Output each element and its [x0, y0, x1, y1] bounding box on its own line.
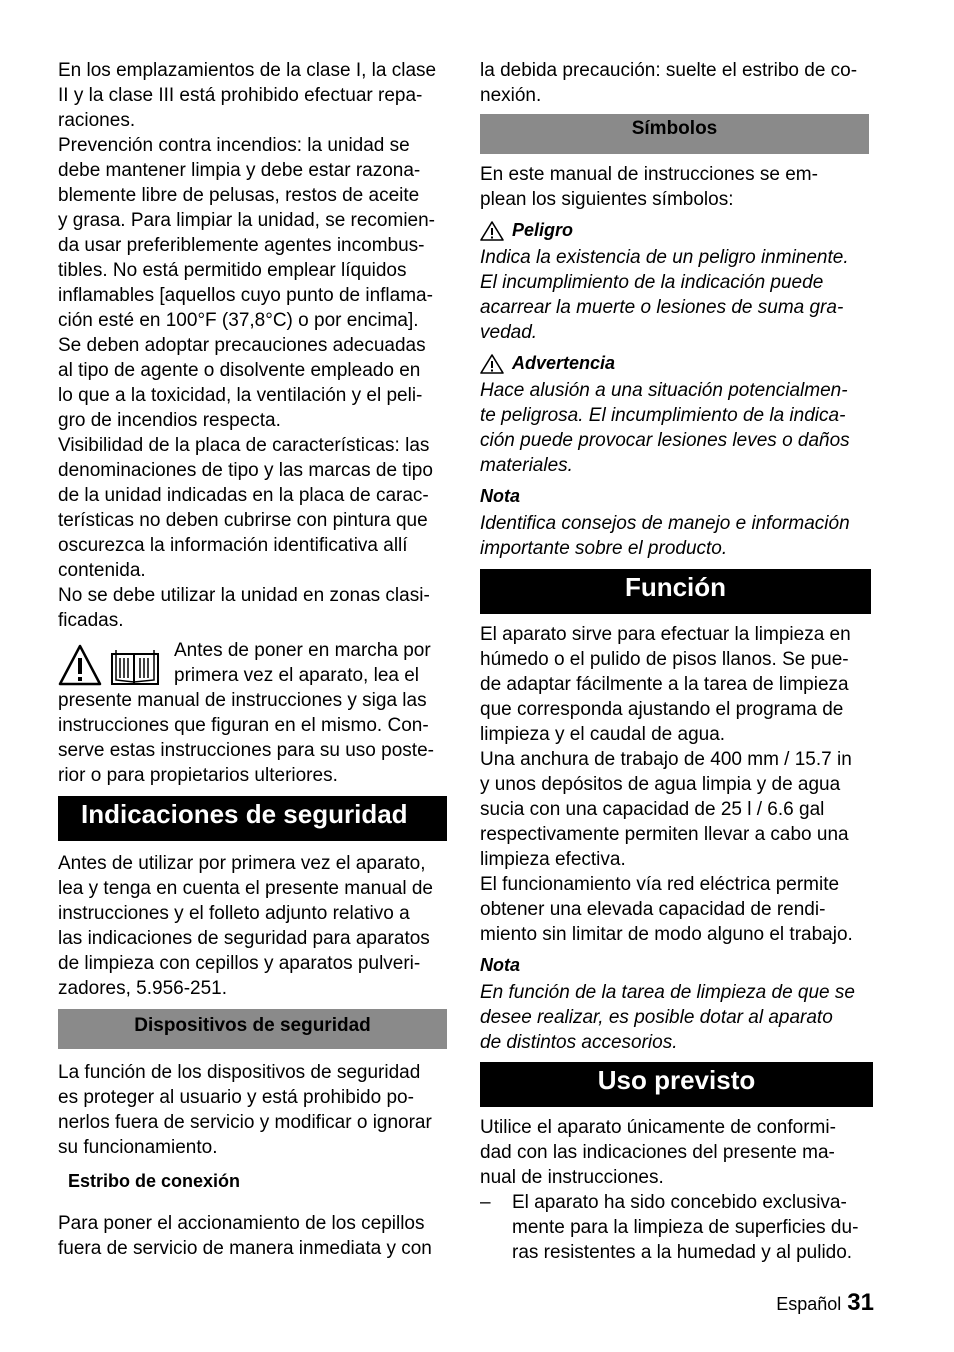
- note-label: Nota: [480, 486, 520, 506]
- section-heading-safety: Indicaciones de seguridad: [58, 796, 447, 841]
- text-line: importante sobre el producto.: [480, 538, 728, 559]
- text-line: instrucciones y el folleto adjunto relativo a: [58, 903, 410, 924]
- text-line: ras resistentes a la humedad y al pulido.: [512, 1242, 853, 1263]
- function-text: [480, 622, 878, 947]
- text-line: Antes de utilizar por primera vez el aparato,: [58, 853, 426, 874]
- warning-text: [480, 378, 878, 478]
- text-line: Se deben adoptar precauciones adecuadas: [58, 335, 426, 356]
- note-text: [480, 980, 878, 1055]
- text-line: El aparato sirve para efectuar la limpieza en: [480, 624, 851, 645]
- text-line: limpieza efectiva.: [480, 849, 626, 870]
- text-line: denominaciones de tipo y las marcas de tipo: [58, 460, 433, 481]
- text-line: mente para la limpieza de superficies du-: [512, 1217, 859, 1238]
- list-item-text: [512, 1190, 858, 1265]
- left-column: [58, 58, 458, 1261]
- text-line: lea y tenga en cuenta el presente manual de: [58, 878, 433, 899]
- text-line: No se debe utilizar la unidad en zonas clasi-: [58, 585, 430, 606]
- text-line: nual de instrucciones.: [480, 1167, 664, 1188]
- text-line: contenida.: [58, 560, 146, 581]
- page-number: 31: [847, 1289, 874, 1316]
- text-line: al tipo de agente o disolvente empleado en: [58, 360, 421, 381]
- text-line: húmedo o el pulido de pisos llanos. Se pue-: [480, 649, 849, 670]
- text-line: Visibilidad de la placa de características: las: [58, 435, 430, 456]
- note-label: Nota: [480, 955, 520, 975]
- text-line: instrucciones que figuran en el mismo. Con-: [58, 715, 429, 736]
- devices-text: [58, 1060, 458, 1160]
- text-line: plean los siguientes símbolos:: [480, 189, 734, 210]
- notice-icons: [58, 644, 162, 688]
- text-line: materiales.: [480, 455, 573, 476]
- intended-use-text: [480, 1115, 878, 1190]
- intro-text: [58, 58, 458, 633]
- footer-language: Español: [776, 1294, 842, 1314]
- text-line: En los emplazamientos de la clase I, la clase: [58, 60, 437, 81]
- text-line: rior o para propietarios ulteriores.: [58, 765, 338, 786]
- text-line: de la unidad indicadas en la placa de carac-: [58, 485, 429, 506]
- warning-label-row: [480, 351, 878, 376]
- text-line: ción esté en 100°F (37,8°C) o por encima].: [58, 310, 419, 331]
- text-line: y grasa. Para limpiar la unidad, se recomien-: [58, 210, 436, 231]
- text-line: El incumplimiento de la indicación puede: [480, 272, 824, 293]
- section-heading-function: Función: [480, 569, 871, 614]
- text-line: de distintos accesorios.: [480, 1032, 678, 1053]
- text-line: oscurezca la información identificativa allí: [58, 535, 408, 556]
- text-line: sucia con una capacidad de 25 l / 6.6 gal: [480, 799, 825, 820]
- right-column: [480, 58, 878, 1265]
- text-line: presente manual de instrucciones y siga las: [58, 690, 427, 711]
- text-line: miento sin limitar de modo alguno el trabajo.: [480, 924, 853, 945]
- text-line: Una anchura de trabajo de 400 mm / 15.7 in: [480, 749, 852, 770]
- danger-label-row: [480, 218, 878, 243]
- text-line: obtener una elevada capacidad de rendi-: [480, 899, 826, 920]
- text-line: limpieza y el caudal de agua.: [480, 724, 726, 745]
- text-line: zadores, 5.956-251.: [58, 978, 228, 999]
- text-line: Antes de poner en marcha por: [174, 640, 431, 661]
- symbols-text: [480, 162, 878, 212]
- text-line: dad con las indicaciones del presente ma-: [480, 1142, 835, 1163]
- text-line: Para poner el accionamiento de los cepillos: [58, 1213, 425, 1234]
- text-line: nexión.: [480, 85, 542, 106]
- text-line: Utilice el aparato únicamente de conformi-: [480, 1117, 836, 1138]
- manual-book-icon: [112, 650, 158, 684]
- text-line: desee realizar, es posible dotar al aparato: [480, 1007, 833, 1028]
- text-line: de limpieza con cepillos y aparatos pulveri-: [58, 953, 421, 974]
- text-line: acarrear la muerte o lesiones de suma gra-: [480, 297, 844, 318]
- text-line: que corresponda ajustando el programa de: [480, 699, 844, 720]
- text-line: II y la clase III está prohibido efectuar repa-: [58, 85, 423, 106]
- text-line: de adaptar fácilmente a la tarea de limpieza: [480, 674, 849, 695]
- text-line: ción puede provocar lesiones leves o daños: [480, 430, 850, 451]
- text-line: su funcionamiento.: [58, 1137, 218, 1158]
- danger-triangle-icon: [480, 221, 504, 241]
- text-line: lo que a la toxicidad, la ventilación y el peli-: [58, 385, 423, 406]
- text-line: tibles. No está permitido emplear líquidos: [58, 260, 407, 281]
- text-line: blemente libre de pelusas, restos de aceite: [58, 185, 420, 206]
- safety-text: [58, 851, 458, 1001]
- text-line: Identifica consejos de manejo e información: [480, 513, 850, 534]
- subsection-heading-devices: Dispositivos de seguridad: [58, 1009, 447, 1049]
- text-line: es proteger al usuario y está prohibido po-: [58, 1087, 414, 1108]
- page-footer: [776, 1290, 874, 1317]
- list-item: [480, 1190, 878, 1265]
- subsection-heading-symbols: Símbolos: [480, 114, 869, 154]
- text-line: Hace alusión a una situación potencialmen-: [480, 380, 848, 401]
- text-line: primera vez el aparato, lea el: [174, 665, 420, 686]
- text-line: terísticas no deben cubrirse con pintura que: [58, 510, 428, 531]
- text-line: gro de incendios respecta.: [58, 410, 281, 431]
- section-heading-intended-use: Uso previsto: [480, 1062, 873, 1107]
- text-line: la debida precaución: suelte el estribo de co-: [480, 60, 858, 81]
- text-line: te peligrosa. El incumplimiento de la indica-: [480, 405, 846, 426]
- text-line: Prevención contra incendios: la unidad se: [58, 135, 410, 156]
- danger-label: Peligro: [512, 220, 574, 240]
- text-line: y unos depósitos de agua limpia y de agua: [480, 774, 841, 795]
- text-line: debe mantener limpia y debe estar razona-: [58, 160, 421, 181]
- text-line: El aparato ha sido concebido exclusiva-: [512, 1192, 847, 1213]
- warning-triangle-icon: [480, 354, 504, 374]
- continued-text: [480, 58, 878, 108]
- text-line: da usar preferiblemente agentes incombus-: [58, 235, 425, 256]
- list-dash: –: [480, 1192, 491, 1213]
- text-line: Indica la existencia de un peligro inminente.: [480, 247, 849, 268]
- note-text: [480, 511, 878, 561]
- danger-text: [480, 245, 878, 345]
- text-line: serve estas instrucciones para su uso poste-: [58, 740, 434, 761]
- text-line: nerlos fuera de servicio y modificar o ignorar: [58, 1112, 432, 1133]
- text-line: raciones.: [58, 110, 136, 131]
- text-line: vedad.: [480, 322, 538, 343]
- warning-label: Advertencia: [512, 353, 616, 373]
- text-line: respectivamente permiten llevar a cabo una: [480, 824, 849, 845]
- warning-triangle-icon: [60, 646, 100, 684]
- text-line: las indicaciones de seguridad para aparatos: [58, 928, 430, 949]
- manual-notice: [58, 638, 458, 788]
- text-line: En función de la tarea de limpieza de que se: [480, 982, 855, 1003]
- text-line: La función de los dispositivos de seguridad: [58, 1062, 421, 1083]
- text-line: fuera de servicio de manera inmediata y con: [58, 1238, 432, 1259]
- text-line: inflamables [aquellos cuyo punto de inflama-: [58, 285, 433, 306]
- text-line: El funcionamiento vía red eléctrica permite: [480, 874, 840, 895]
- text-line: ficadas.: [58, 610, 124, 631]
- stirrup-text: [58, 1211, 458, 1261]
- text-line: En este manual de instrucciones se em-: [480, 164, 818, 185]
- subheading-stirrup: Estribo de conexión: [68, 1171, 241, 1191]
